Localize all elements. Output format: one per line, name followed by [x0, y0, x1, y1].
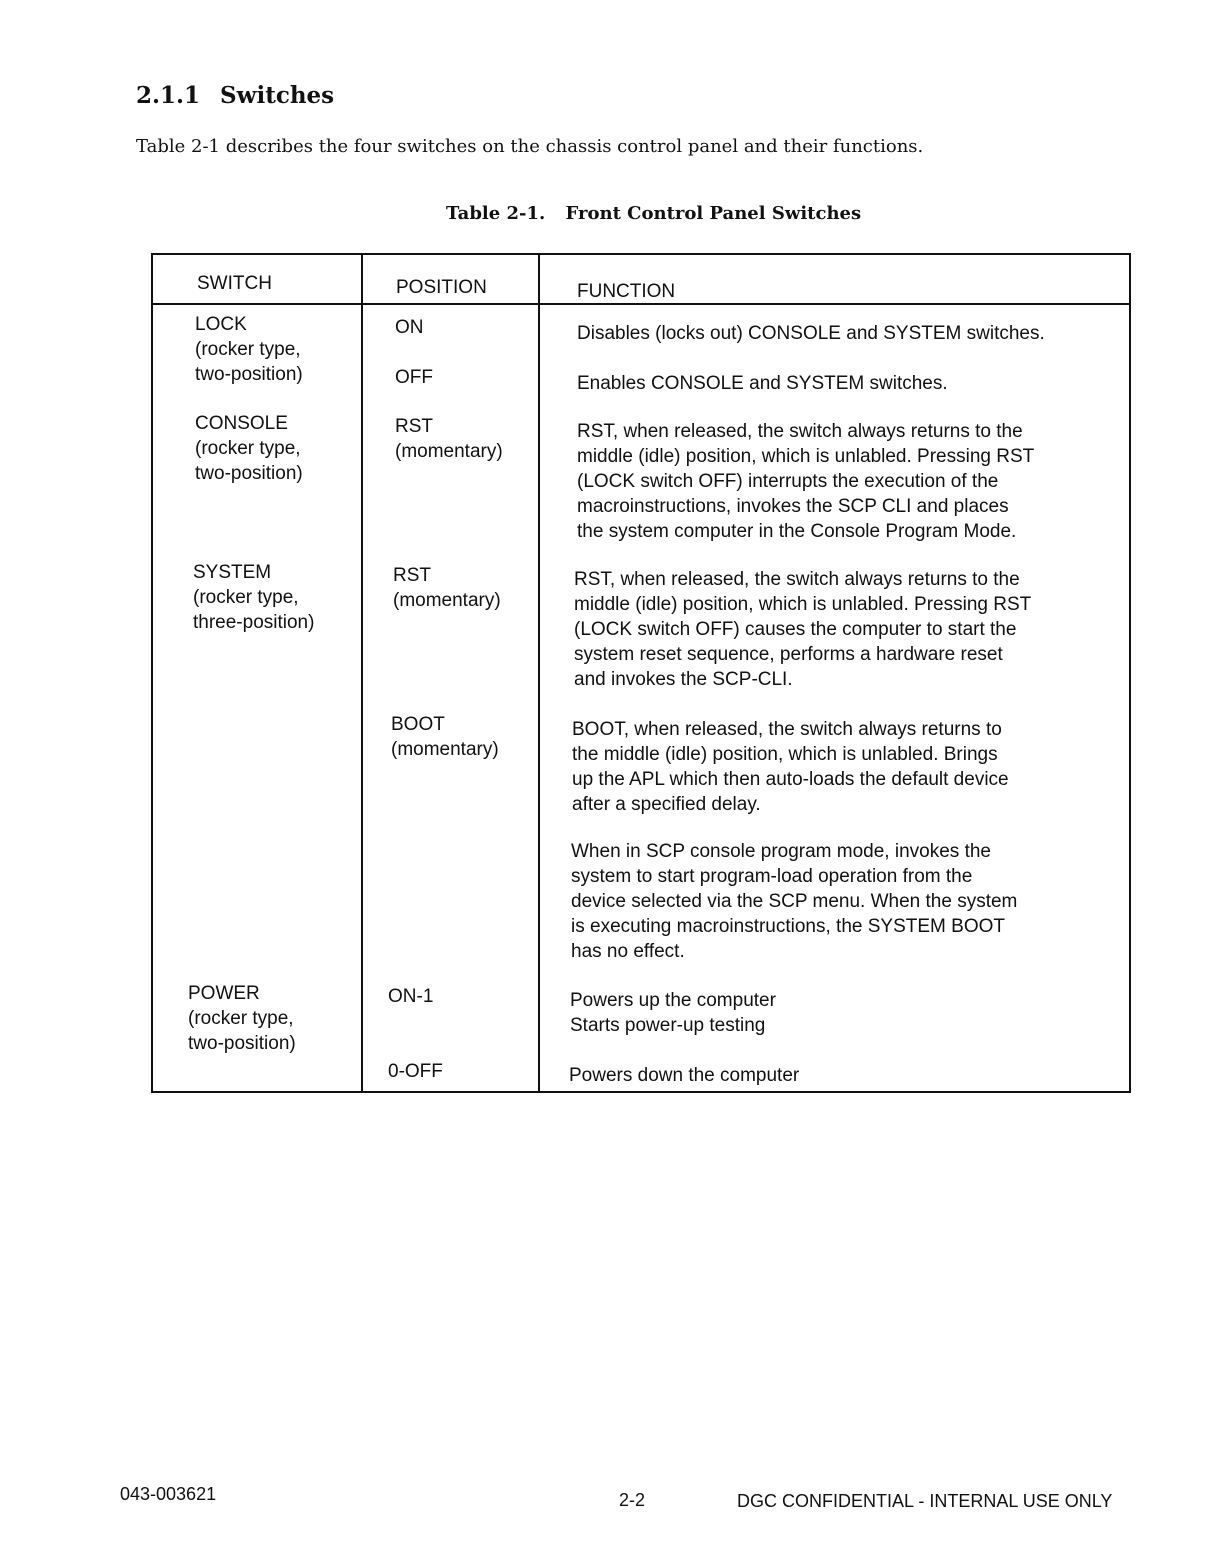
position-power-on: ON-1 — [388, 986, 434, 1007]
switch-power: POWER (rocker type, two-position) — [188, 983, 296, 1054]
position-off: OFF — [395, 367, 433, 388]
function-system-rst: RST, when released, the switch always returns to the middle (idle) position, which is unlabled. Pressing RST (LOCK switch OFF) causes the computer to start the system reset sequence, performs a hardware reset and invokes the SCP-CLI. — [574, 569, 1032, 690]
function-lock-on: Disables (locks out) CONSOLE and SYSTEM switches. — [577, 323, 1045, 344]
footer-page-number: 2-2 — [619, 1490, 646, 1510]
position-console-rst: RST (momentary) — [395, 416, 503, 462]
position-system-boot: BOOT (momentary) — [391, 714, 499, 760]
position-on: ON — [395, 317, 424, 338]
function-power-off: Powers down the computer — [569, 1065, 800, 1086]
header-position: POSITION — [396, 277, 487, 298]
section-title: Switches — [220, 82, 335, 109]
position-system-rst: RST (momentary) — [393, 565, 501, 611]
switch-system: SYSTEM (rocker type, three-position) — [193, 562, 315, 633]
function-system-boot: BOOT, when released, the switch always returns to the middle (idle) position, which is unlabled. Brings up the APL which then auto-loads the default device after a specified delay. — [572, 719, 1009, 815]
function-console-rst: RST, when released, the switch always returns to the middle (idle) position, which is unlabled. Pressing RST (LOCK switch OFF) interrupts the execution of the macroinstructions, invokes the SCP CLI and places the system computer in the Console Program Mode. — [577, 421, 1035, 542]
footer-confidential-notice: DGC CONFIDENTIAL - INTERNAL USE ONLY — [737, 1491, 1113, 1511]
function-lock-off: Enables CONSOLE and SYSTEM switches. — [577, 373, 948, 394]
switch-console: CONSOLE (rocker type, two-position) — [195, 413, 303, 484]
function-scp-boot: When in SCP console program mode, invokes the system to start program-load operation from the device selected via the SCP menu. When the system is executing macroinstructions, the SYSTEM BOOT has no effect. — [571, 841, 1018, 962]
header-switch: SWITCH — [197, 273, 272, 294]
footer-doc-number: 043-003621 — [120, 1484, 217, 1504]
table-caption-number: Table 2-1. — [446, 203, 546, 224]
table-caption — [446, 203, 861, 224]
switch-lock: LOCK (rocker type, two-position) — [195, 314, 303, 385]
column-divider — [361, 255, 363, 1091]
section-number: 2.1.1 — [136, 82, 201, 109]
function-power-on: Powers up the computer Starts power-up testing — [570, 990, 776, 1036]
header-function: FUNCTION — [577, 281, 676, 302]
table-caption-title: Front Control Panel Switches — [565, 203, 862, 224]
position-power-off: 0-OFF — [388, 1061, 443, 1082]
section-heading — [136, 82, 334, 109]
switch-table — [151, 253, 1131, 1093]
column-divider — [538, 255, 540, 1091]
intro-paragraph: Table 2-1 describes the four switches on the chassis control panel and their functions. — [136, 136, 924, 157]
